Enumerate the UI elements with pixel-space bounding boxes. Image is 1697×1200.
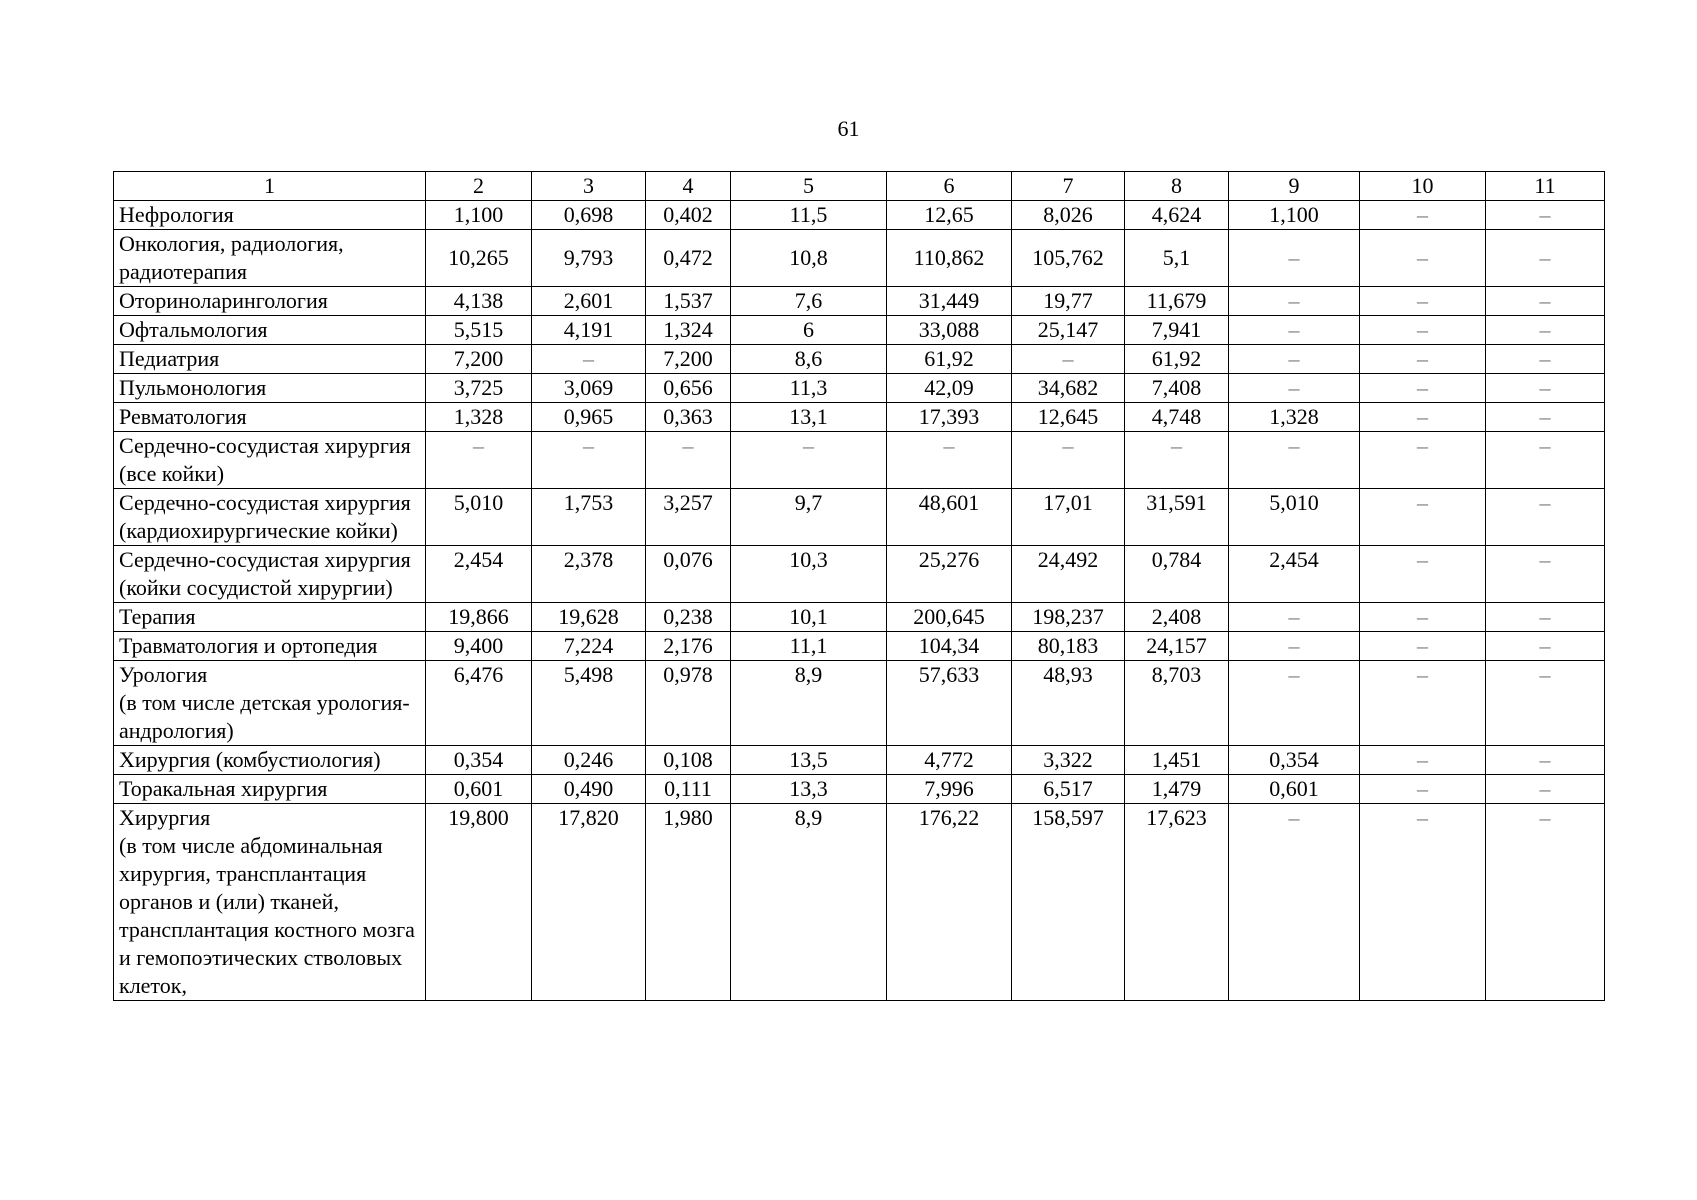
table-cell: 3,322 [1012,746,1125,775]
table-cell: – [1486,775,1605,804]
table-cell: – [1012,345,1125,374]
table-cell: – [1360,230,1486,287]
table-cell: 9,793 [532,230,646,287]
table-row [114,603,1605,632]
table-row [114,230,1605,287]
table-cell: – [1486,345,1605,374]
table-cell: 104,34 [887,632,1012,661]
row-label: Урология (в том числе детская урология-андрология) [114,661,426,746]
table-cell: – [1360,546,1486,603]
table-cell: 8,9 [731,804,887,1001]
table-cell: 7,224 [532,632,646,661]
table-cell: 13,3 [731,775,887,804]
table-row [114,287,1605,316]
table-cell: – [1229,230,1360,287]
table-cell: 8,703 [1125,661,1229,746]
table-cell: – [1486,316,1605,345]
table-cell: – [1486,804,1605,1001]
table-cell: 11,3 [731,374,887,403]
table-cell: 5,515 [426,316,532,345]
column-number-row [114,172,1605,201]
table-cell: – [1360,201,1486,230]
table-cell: 80,183 [1012,632,1125,661]
table-cell: 0,490 [532,775,646,804]
table-cell: – [1360,316,1486,345]
table-cell: 8,9 [731,661,887,746]
table-cell: 17,623 [1125,804,1229,1001]
table-cell: 61,92 [887,345,1012,374]
table-cell: – [1360,804,1486,1001]
table-cell: 5,010 [1229,489,1360,546]
row-label: Пульмонология [114,374,426,403]
table-row [114,489,1605,546]
table-cell: 12,65 [887,201,1012,230]
table-row [114,804,1605,1001]
table-cell: 48,93 [1012,661,1125,746]
table-row [114,345,1605,374]
table-cell: – [1125,432,1229,489]
table-cell: 2,408 [1125,603,1229,632]
table-cell: 0,402 [646,201,731,230]
table-cell: 1,980 [646,804,731,1001]
table-cell: – [532,345,646,374]
table-cell: – [1360,403,1486,432]
table-cell: – [1360,345,1486,374]
table-row [114,746,1605,775]
table-cell: – [1360,432,1486,489]
table-cell: – [1229,316,1360,345]
table-cell: 1,100 [1229,201,1360,230]
page-number: 61 [837,116,860,141]
row-label: Нефрология [114,201,426,230]
table-cell: 25,147 [1012,316,1125,345]
table-cell: 9,400 [426,632,532,661]
table-cell: 19,800 [426,804,532,1001]
table-cell: – [532,432,646,489]
table-cell: 198,237 [1012,603,1125,632]
table-cell: 10,3 [731,546,887,603]
table-cell: – [1486,661,1605,746]
table-cell: – [1360,661,1486,746]
table-cell: 0,965 [532,403,646,432]
column-number: 10 [1360,172,1486,201]
table-cell: – [1360,287,1486,316]
table-cell: 0,472 [646,230,731,287]
table-cell: 0,784 [1125,546,1229,603]
table-row [114,316,1605,345]
table-cell: 3,257 [646,489,731,546]
table-cell: 1,753 [532,489,646,546]
table-cell: 24,157 [1125,632,1229,661]
table-cell: 110,862 [887,230,1012,287]
column-number: 4 [646,172,731,201]
table-cell: 34,682 [1012,374,1125,403]
table-cell: 19,628 [532,603,646,632]
table-cell: – [426,432,532,489]
column-number: 2 [426,172,532,201]
table-cell: 31,449 [887,287,1012,316]
row-label: Торакальная хирургия [114,775,426,804]
column-number: 7 [1012,172,1125,201]
table-cell: – [1360,603,1486,632]
table-cell: 5,498 [532,661,646,746]
table-cell: – [1486,374,1605,403]
column-number: 11 [1486,172,1605,201]
table-cell: 48,601 [887,489,1012,546]
table-cell: 0,656 [646,374,731,403]
table-cell: 12,645 [1012,403,1125,432]
table-cell: 7,6 [731,287,887,316]
row-label: Ревматология [114,403,426,432]
row-label: Сердечно-сосудистая хирургия (кардиохирургические койки) [114,489,426,546]
table-cell: 19,866 [426,603,532,632]
table-cell: 0,111 [646,775,731,804]
table-cell: 8,6 [731,345,887,374]
table-row [114,201,1605,230]
table-cell: – [1229,804,1360,1001]
table-cell: 0,076 [646,546,731,603]
table-cell: 25,276 [887,546,1012,603]
table-cell: 0,363 [646,403,731,432]
row-label: Оториноларингология [114,287,426,316]
table-cell: 1,537 [646,287,731,316]
table-cell: 6 [731,316,887,345]
table-cell: 5,010 [426,489,532,546]
table-cell: 7,200 [646,345,731,374]
table-cell: 2,176 [646,632,731,661]
table-cell: – [1360,632,1486,661]
table-cell: 4,191 [532,316,646,345]
row-label: Терапия [114,603,426,632]
table-cell: 17,01 [1012,489,1125,546]
table-cell: – [1229,345,1360,374]
table-cell: – [1486,201,1605,230]
table-cell: 0,354 [426,746,532,775]
table-cell: 7,408 [1125,374,1229,403]
table-cell: 1,479 [1125,775,1229,804]
row-label: Онкология, радиология, радиотерапия [114,230,426,287]
table-cell: 0,698 [532,201,646,230]
table-cell: 158,597 [1012,804,1125,1001]
table-cell: – [1229,374,1360,403]
table-cell: 4,748 [1125,403,1229,432]
table-cell: – [1012,432,1125,489]
table-cell: 13,5 [731,746,887,775]
row-label: Сердечно-сосудистая хирургия (все койки) [114,432,426,489]
table-cell: 200,645 [887,603,1012,632]
table-cell: 2,454 [426,546,532,603]
table-cell: 1,328 [426,403,532,432]
table-cell: 0,978 [646,661,731,746]
table-cell: 7,941 [1125,316,1229,345]
table-cell: – [1229,603,1360,632]
table-cell: 33,088 [887,316,1012,345]
row-label: Педиатрия [114,345,426,374]
table-cell: 0,601 [1229,775,1360,804]
table-cell: 2,378 [532,546,646,603]
table-cell: – [1360,746,1486,775]
table-row [114,546,1605,603]
table-cell: 17,393 [887,403,1012,432]
table-cell: 2,601 [532,287,646,316]
row-label: Сердечно-сосудистая хирургия (койки сосудистой хирургии) [114,546,426,603]
table-cell: 176,22 [887,804,1012,1001]
table-cell: – [1360,775,1486,804]
table-cell: – [1229,432,1360,489]
row-label: Офтальмология [114,316,426,345]
table-cell: – [1360,374,1486,403]
table-row [114,432,1605,489]
table-cell: 7,996 [887,775,1012,804]
table-cell: 1,328 [1229,403,1360,432]
table-cell: 13,1 [731,403,887,432]
column-number: 6 [887,172,1012,201]
table-cell: 2,454 [1229,546,1360,603]
table-cell: 6,476 [426,661,532,746]
table-row [114,775,1605,804]
table-cell: – [1486,403,1605,432]
table-cell: 105,762 [1012,230,1125,287]
table-cell: 3,069 [532,374,646,403]
table-row [114,374,1605,403]
table-row [114,403,1605,432]
column-number: 1 [114,172,426,201]
table-cell: 61,92 [1125,345,1229,374]
table-cell: – [1360,489,1486,546]
table-cell: 1,451 [1125,746,1229,775]
table-cell: – [1486,632,1605,661]
table-cell: 9,7 [731,489,887,546]
table-cell: – [1229,287,1360,316]
table-cell: 1,100 [426,201,532,230]
column-number: 8 [1125,172,1229,201]
row-label: Хирургия (в том числе абдоминальная хирургия, трансплантация органов и (или) тканей, трансплантация костного мозга и гемопоэтических стволовых клеток, [114,804,426,1001]
table-cell: 8,026 [1012,201,1125,230]
table-cell: 0,108 [646,746,731,775]
column-number: 3 [532,172,646,201]
table-cell: 10,1 [731,603,887,632]
table-cell: – [1486,432,1605,489]
table-cell: 0,246 [532,746,646,775]
table-cell: – [1486,546,1605,603]
table-cell: 57,633 [887,661,1012,746]
table-cell: 1,324 [646,316,731,345]
table-cell: 6,517 [1012,775,1125,804]
table-cell: – [887,432,1012,489]
table-cell: – [1486,603,1605,632]
table-cell: 3,725 [426,374,532,403]
column-number: 5 [731,172,887,201]
table-body [114,172,1605,1001]
data-table [113,171,1605,1001]
table-cell: – [1486,230,1605,287]
table-cell: 4,138 [426,287,532,316]
table-cell: 10,265 [426,230,532,287]
table-cell: – [1486,489,1605,546]
table-cell: 4,772 [887,746,1012,775]
table-cell: 11,679 [1125,287,1229,316]
table-cell: 10,8 [731,230,887,287]
table-cell: 0,354 [1229,746,1360,775]
table-cell: 42,09 [887,374,1012,403]
table-cell: 0,238 [646,603,731,632]
table-row [114,661,1605,746]
table-cell: 4,624 [1125,201,1229,230]
table-cell: 31,591 [1125,489,1229,546]
table-cell: – [1486,746,1605,775]
table-cell: – [1229,632,1360,661]
table-cell: 17,820 [532,804,646,1001]
table-cell: 19,77 [1012,287,1125,316]
column-number: 9 [1229,172,1360,201]
table-cell: – [1486,287,1605,316]
table-cell: 11,1 [731,632,887,661]
row-label: Травматология и ортопедия [114,632,426,661]
table-cell: – [731,432,887,489]
table-cell: – [646,432,731,489]
table-cell: 7,200 [426,345,532,374]
table-cell: 24,492 [1012,546,1125,603]
table-cell: 5,1 [1125,230,1229,287]
table-cell: 11,5 [731,201,887,230]
table-cell: 0,601 [426,775,532,804]
table-cell: – [1229,661,1360,746]
table-row [114,632,1605,661]
row-label: Хирургия (комбустиология) [114,746,426,775]
